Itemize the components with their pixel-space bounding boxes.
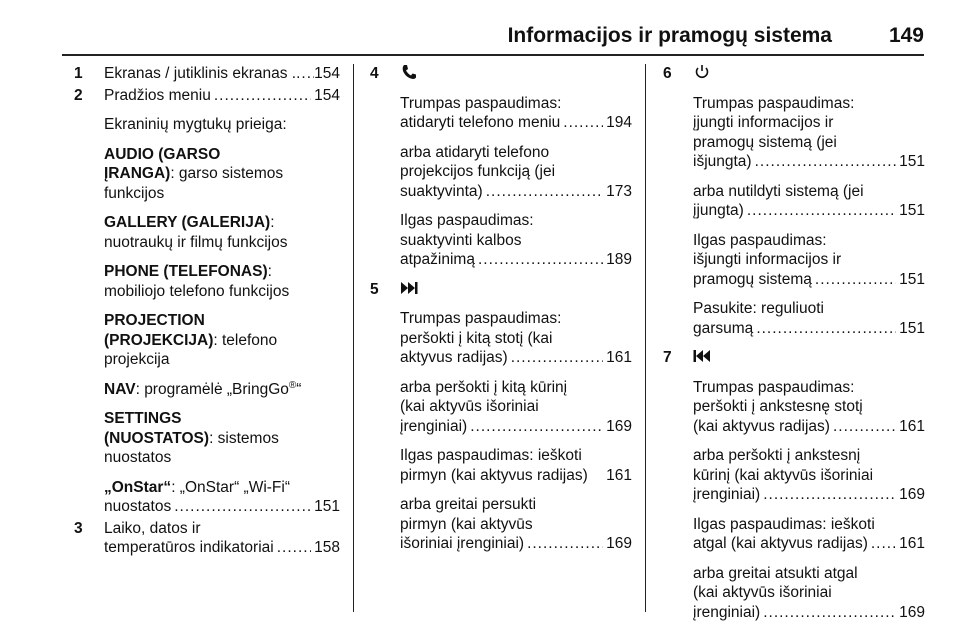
- page-header: [62, 22, 924, 56]
- page-ref: 173: [606, 182, 632, 200]
- column-3: [663, 64, 925, 622]
- entry-number: 5: [370, 280, 379, 298]
- page-ref: 158: [314, 539, 340, 556]
- page-ref: 151: [899, 153, 925, 170]
- phone-item: PHONE (TELEFONAS): mobiliojo telefono funkcijos: [104, 263, 290, 300]
- column-1: [74, 64, 340, 558]
- entry-5: 5 Trumpas paspaudimas: peršokti į kitą stotį (kai aktyvus radijas) ..... 161 arba peršokti į kitą kūrinį (kai aktyvūs išoriniai įrenginiai) ..... 169 Ilgas paspaudimas: ieškoti pirmyn (kai aktyvus radijas) 161 arba greitai persukti pirmyn (kai aktyvūs išoriniai įrenginiai) ..... 169: [370, 280, 632, 554]
- page-ref: 154: [314, 65, 340, 82]
- page-ref: 169: [606, 535, 632, 552]
- settings-item: SETTINGS (NUOSTATOS): sistemos nuostatos: [104, 410, 279, 466]
- entry-number: 3: [74, 519, 83, 537]
- onstar-item: „OnStar“: „OnStar“ „Wi-Fi“ nuostatos ..... 151: [104, 478, 340, 517]
- column-divider: [353, 64, 354, 612]
- phone-handset-icon: [400, 64, 632, 84]
- projection-item: PROJECTION (PROJEKCIJA): telefono projekcija: [104, 312, 278, 368]
- entry-2: [74, 86, 340, 517]
- page-ref: 161: [606, 349, 632, 366]
- entry-number: 6: [663, 65, 672, 82]
- page-ref: 151: [899, 202, 925, 219]
- entry-number: 2: [74, 86, 83, 104]
- entry-number: 4: [370, 65, 379, 82]
- entry-6: 6 Trumpas paspaudimas: įjungti informacijos ir pramogų sistemą (jei išjungta) ..... 151 arba nutildyti sistemą (jei įjungta) ..... 151 Ilgas paspaudimas: išjungti informacijos ir pramogų sistemą ..... 151 Pasukite: reguliuoti garsumą ..... 151: [663, 64, 925, 338]
- column-2: [370, 64, 632, 554]
- page-ref: 189: [606, 251, 632, 268]
- page-ref: 151: [314, 498, 340, 515]
- page-number: 149: [888, 24, 924, 47]
- page-ref: 151: [899, 270, 925, 288]
- entry-7: 7 Trumpas paspaudimas: peršokti į ankstesnę stotį (kai aktyvus radijas) ..... 161 arba peršokti į ankstesnį kūrinį (kai aktyvūs išoriniai įrenginiai) ..... 169 Ilgas paspaudimas: ieškoti atgal (kai aktyvus radijas) ..... 161 arba greitai atsukti atgal (kai aktyvūs išoriniai įrenginiai) ..... 169: [663, 348, 925, 622]
- column-divider: [645, 64, 646, 612]
- intro-text: Ekraninių mygtukų prieiga:: [104, 116, 287, 133]
- entry-number: 1: [74, 65, 83, 82]
- page-title: Informacijos ir pramogų sistema: [507, 24, 832, 47]
- gallery-item: GALLERY (GALERIJA): nuotraukų ir filmų funkcijos: [104, 214, 288, 251]
- page-ref: 151: [899, 319, 925, 337]
- skip-back-icon: [693, 348, 925, 368]
- page-ref: 169: [899, 603, 925, 621]
- entry-3: 3 Laiko, datos ir temperatūros indikatoriai ..... 158: [74, 519, 340, 558]
- page-ref: 169: [899, 486, 925, 503]
- power-icon: [693, 64, 925, 84]
- page-ref: 161: [606, 466, 632, 484]
- audio-item: AUDIO (GARSO ĮRANGA): garso sistemos funkcijos: [104, 145, 284, 202]
- index-line: Pradžios meniu ..... 154: [104, 86, 340, 106]
- page-ref: 154: [314, 86, 340, 104]
- entry-number: 7: [663, 349, 672, 366]
- entry-1: [74, 64, 340, 84]
- skip-forward-icon: [400, 280, 632, 300]
- page-ref: 169: [606, 417, 632, 435]
- index-line: Ekranas / jutiklinis ekranas . ..... 154: [104, 64, 340, 84]
- entry-4: 4 Trumpas paspaudimas: atidaryti telefono meniu ..... 194 arba atidaryti telefono projekcijos funkciją (jei suaktyvinta) ..... 173 Ilgas paspaudimas: suaktyvinti kalbos atpažinimą ..... 189: [370, 64, 632, 270]
- nav-item: NAV: programėlė „BringGo®“: [104, 379, 302, 398]
- page-ref: 161: [899, 417, 925, 435]
- page-ref: 161: [899, 535, 925, 552]
- page-ref: 194: [606, 114, 632, 131]
